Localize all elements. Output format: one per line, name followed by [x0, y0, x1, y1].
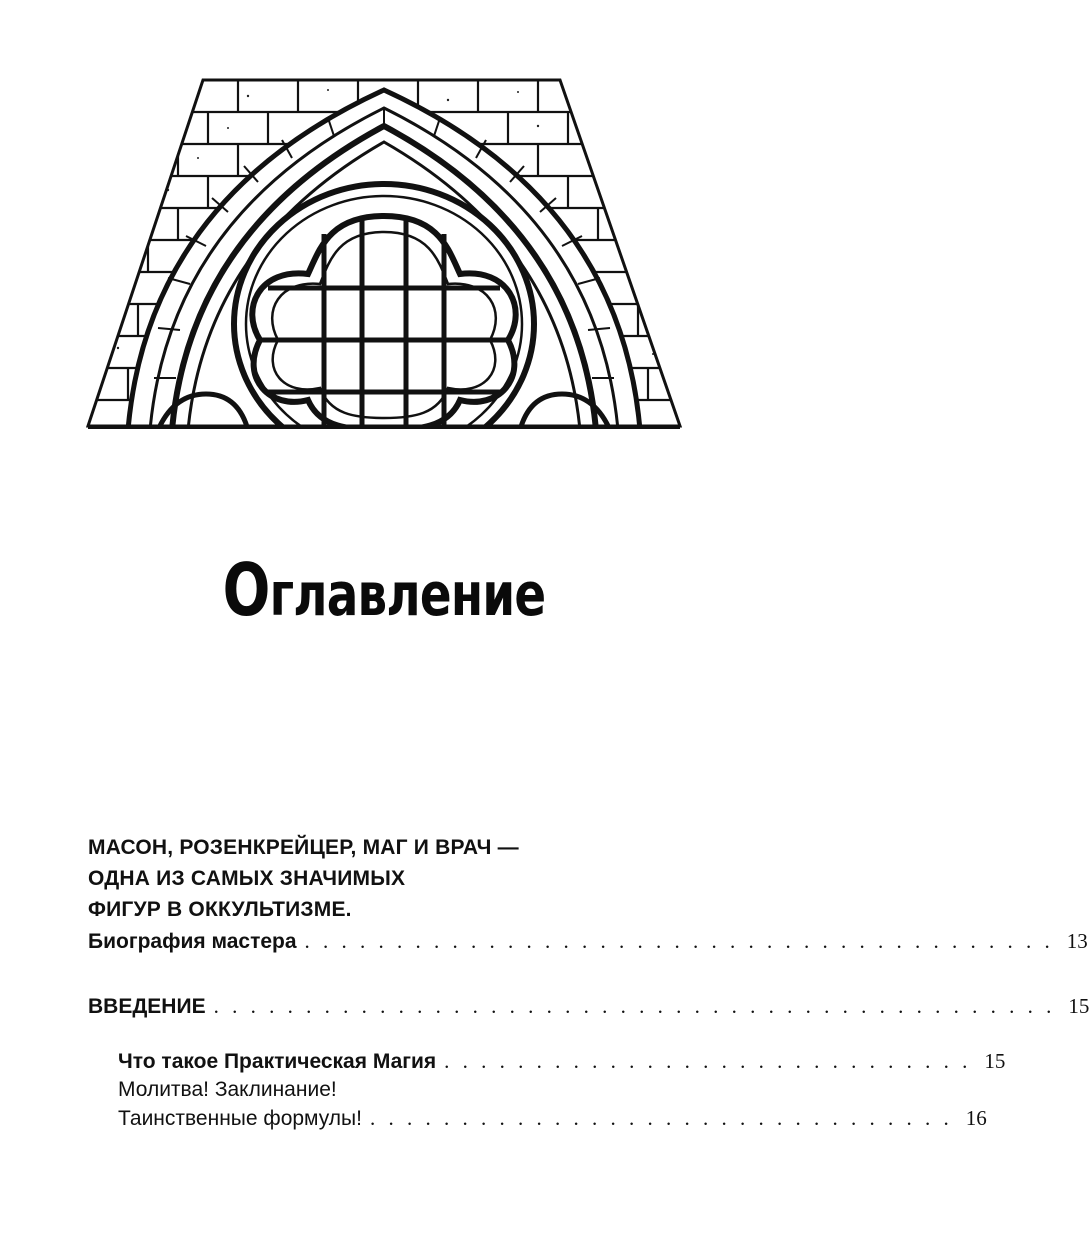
toc-entry-introduction[interactable] [88, 992, 1089, 1021]
page-number: 16 [965, 1106, 987, 1130]
page-number: 13 [1066, 929, 1088, 953]
toc-entry-label: ВВЕДЕНИЕ [88, 995, 206, 1018]
title-first-letter: О [222, 548, 270, 632]
heading-line-1: МАСОН, РОЗЕНКРЕЙЦЕР, МАГ И ВРАЧ — [88, 836, 519, 859]
table-of-contents [88, 832, 1089, 1133]
toc-entry-prayer[interactable] [88, 1076, 987, 1133]
toc-entry-biography[interactable] [88, 927, 1088, 956]
toc-entry-label-line-1: Молитва! Заклинание! [118, 1078, 337, 1101]
toc-section-heading [88, 832, 680, 925]
leader-dots: . . . . . . . . . . . . . . . . . . . . . . . . . . . . . . . . . . . . . . . . . [304, 929, 1054, 953]
page-number: 15 [984, 1049, 1006, 1073]
toc-entry-label: Биография мастера [88, 930, 297, 953]
toc-entry-label: Что такое Практическая Магия [118, 1050, 437, 1073]
leader-dots: . . . . . . . . . . . . . . . . . . . . . . . . . . . . . . . . . . . . . . . . . . . . . . [213, 994, 1056, 1018]
toc-entry-prayer-row [118, 1104, 987, 1133]
page-number: 15 [1068, 994, 1089, 1018]
leader-dots: . . . . . . . . . . . . . . . . . . . . . . . . . . . . . [444, 1049, 972, 1073]
title-rest: главление [269, 560, 546, 630]
heading-line-2: ОДНА ИЗ САМЫХ ЗНАЧИМЫХ [88, 867, 406, 890]
gothic-arch-window-icon [88, 78, 680, 430]
heading-line-3: ФИГУР В ОККУЛЬТИЗМЕ. [88, 898, 352, 921]
toc-entry-practical-magic[interactable] [88, 1047, 1006, 1076]
toc-entry-label-line-2: Таинственные формулы! [118, 1107, 362, 1130]
leader-dots: . . . . . . . . . . . . . . . . . . . . . . . . . . . . . . . . [369, 1106, 953, 1130]
page-title [84, 548, 683, 632]
